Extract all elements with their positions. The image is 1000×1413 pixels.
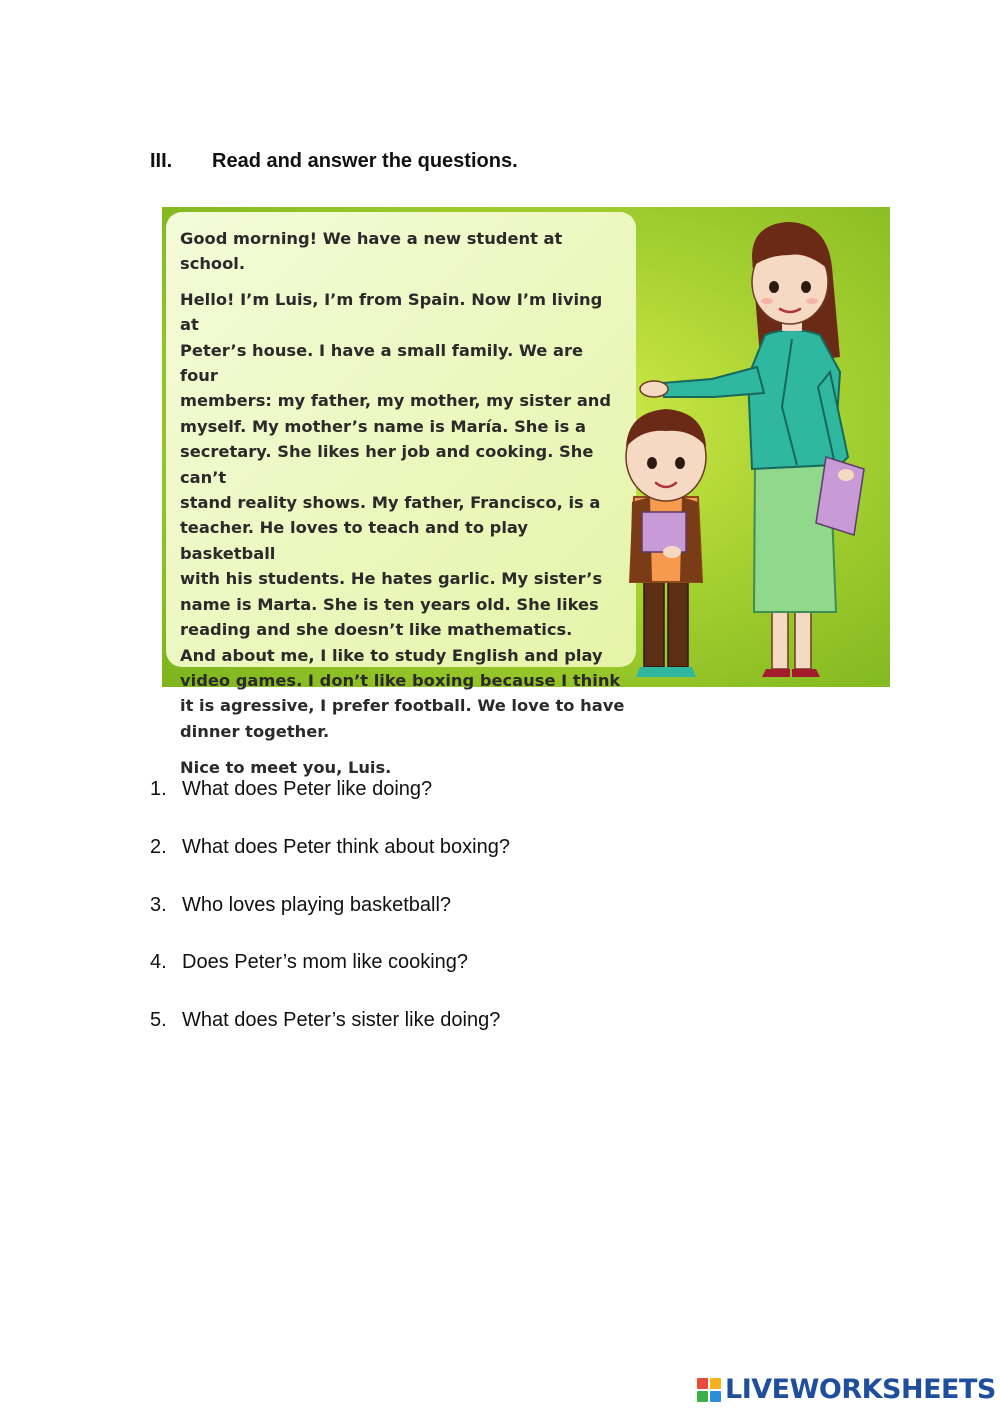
question-number: 4.: [150, 951, 167, 974]
question-item: [150, 836, 510, 894]
question-number: 3.: [150, 893, 167, 916]
logo-block-blue: [710, 1391, 721, 1402]
question-text: Does Peter’s mom like cooking?: [182, 951, 469, 974]
question-text: Who loves playing basketball?: [182, 893, 452, 916]
question-text: What does Peter’s sister like doing?: [182, 1009, 501, 1032]
question-number: 5.: [150, 1009, 167, 1032]
logo-block-yellow: [710, 1378, 721, 1389]
liveworksheets-logo[interactable]: [697, 1374, 996, 1405]
question-text: What does Peter like doing?: [182, 778, 433, 800]
question-number: 1.: [150, 778, 167, 800]
reading-greeting: Good morning! We have a new student at school.: [180, 229, 563, 274]
student-figure: [626, 409, 706, 677]
question-item: [150, 951, 510, 1009]
logo-block-green: [697, 1391, 708, 1402]
reading-closing: Nice to meet you, Luis.: [180, 758, 392, 778]
section-title: Read and answer the questions.: [212, 150, 518, 172]
reading-text-box: [166, 212, 636, 778]
question-list: [150, 778, 510, 1067]
question-item: [150, 894, 510, 952]
logo-blocks-icon: [697, 1378, 721, 1402]
section-number: III.: [150, 150, 173, 172]
section-heading: [150, 150, 518, 173]
teacher-and-student-illustration: [602, 207, 890, 687]
reading-panel: [162, 207, 890, 778]
question-text: What does Peter think about boxing?: [182, 835, 510, 858]
question-item: [150, 778, 510, 836]
logo-block-red: [697, 1378, 708, 1389]
logo-brand-text: LIVEWORKSHEETS: [725, 1374, 996, 1405]
question-item: [150, 1009, 510, 1067]
reading-body: Hello! I’m Luis, I’m from Spain. Now I’m living at Peter’s house. I have a small family. We are four members: my father, my mother, my sister and myself. My mother’s name is María. She is a secretary. She likes her job and cooking. She can’t stand reality shows. My father, Francisco, is a teacher. He loves to teach and to play basketball with his students. He hates garlic. My sister’s name is Marta. She is ten years old. She likes reading and she doesn’t like mathematics. And about me, I like to study English and play video games. I don’t like boxing because I think it is agressive, I prefer football. We love to have dinner together.: [180, 289, 625, 741]
question-number: 2.: [150, 835, 167, 858]
